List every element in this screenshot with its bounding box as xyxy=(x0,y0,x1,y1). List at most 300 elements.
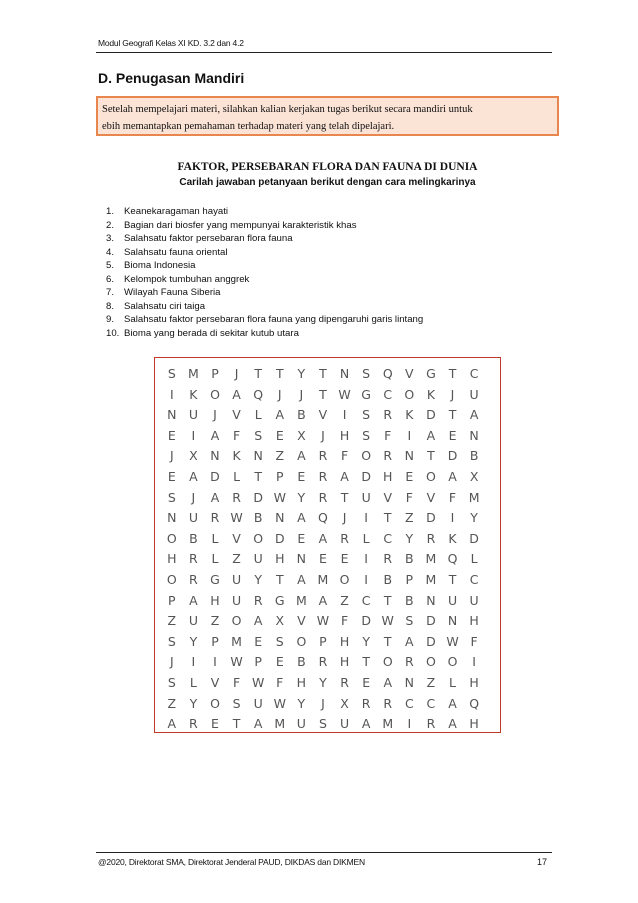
grid-letter: R xyxy=(340,674,349,690)
grid-letter: H xyxy=(469,716,479,732)
question-number: 3. xyxy=(106,233,115,244)
grid-letter: J xyxy=(234,366,239,381)
grid-letter: G xyxy=(426,366,436,381)
grid-letter: L xyxy=(449,674,456,690)
grid-letter: O xyxy=(426,468,436,484)
grid-letter: F xyxy=(448,489,457,505)
grid-letter: W xyxy=(230,654,243,670)
grid-letter: Y xyxy=(319,674,327,690)
grid-letter: A xyxy=(253,613,263,629)
grid-letter: E xyxy=(405,468,414,484)
grid-letter: J xyxy=(342,510,347,526)
grid-letter: Q xyxy=(447,551,458,567)
grid-letter: Y xyxy=(189,633,198,649)
grid-letter: T xyxy=(383,633,392,649)
grid-letter: R xyxy=(383,551,393,567)
question-list xyxy=(106,205,423,340)
grid-letter: B xyxy=(405,551,414,567)
grid-letter: S xyxy=(167,489,176,505)
grid-letter: P xyxy=(168,592,176,608)
grid-letter: F xyxy=(405,489,413,505)
grid-letter: M xyxy=(295,592,307,608)
grid-letter: W xyxy=(230,510,243,526)
grid-letter: W xyxy=(381,613,394,629)
footer-divider xyxy=(96,852,552,853)
grid-letter: R xyxy=(404,654,414,670)
grid-letter: T xyxy=(232,716,241,732)
grid-letter: D xyxy=(253,489,263,505)
question-number: 8. xyxy=(106,300,115,312)
grid-letter: R xyxy=(340,530,349,546)
grid-letter: R xyxy=(318,448,328,464)
grid-letter: R xyxy=(253,592,263,608)
grid-letter: K xyxy=(232,448,241,464)
question-text: Keanekaragaman hayati xyxy=(124,206,229,217)
grid-letter: Z xyxy=(210,613,220,629)
grid-letter: L xyxy=(470,551,478,567)
grid-letter: J xyxy=(299,386,304,402)
grid-letter: A xyxy=(426,427,436,443)
grid-letter: M xyxy=(425,551,437,567)
grid-letter: N xyxy=(167,510,177,526)
grid-letter: H xyxy=(339,654,350,670)
grid-letter: C xyxy=(383,530,393,546)
grid-letter: U xyxy=(296,716,306,732)
grid-letter: R xyxy=(383,407,393,423)
grid-letter: N xyxy=(469,427,479,443)
grid-letter: P xyxy=(405,571,414,587)
grid-letter: B xyxy=(297,407,306,423)
grid-letter: J xyxy=(169,654,174,670)
grid-letter: H xyxy=(339,633,350,649)
grid-letter: A xyxy=(275,407,285,423)
grid-letter: W xyxy=(446,633,459,649)
grid-letter: E xyxy=(319,551,327,567)
grid-letter: I xyxy=(191,427,196,443)
instruction-box xyxy=(96,96,559,136)
grid-letter: A xyxy=(210,489,220,505)
grid-letter: H xyxy=(210,592,220,608)
grid-letter: U xyxy=(469,386,479,402)
grid-letter: Z xyxy=(426,674,436,690)
grid-letter: U xyxy=(188,407,198,423)
grid-letter: Z xyxy=(340,592,349,608)
grid-letter: U xyxy=(253,695,263,711)
grid-letter: R xyxy=(383,448,393,464)
grid-letter: Y xyxy=(254,571,262,587)
grid-letter: G xyxy=(274,592,285,608)
grid-letter: D xyxy=(426,407,436,423)
question-text: Bagian dari biosfer yang mempunyai karakteristik khas xyxy=(124,219,357,231)
grid-letter: U xyxy=(447,592,458,608)
grid-letter: S xyxy=(167,366,176,381)
grid-letter: O xyxy=(339,571,350,587)
grid-letter: Q xyxy=(318,510,328,526)
grid-letter: L xyxy=(211,530,219,546)
grid-letter: V xyxy=(297,613,306,629)
grid-letter: N xyxy=(296,551,307,567)
grid-letter: N xyxy=(210,448,220,464)
grid-letter: J xyxy=(321,427,325,443)
grid-letter: M xyxy=(274,716,286,732)
grid-letter: N xyxy=(275,510,285,526)
grid-letter: Y xyxy=(297,366,306,381)
grid-letter: D xyxy=(469,530,479,546)
grid-letter: D xyxy=(447,448,458,464)
grid-letter: T xyxy=(448,571,457,587)
grid-letter: D xyxy=(426,633,436,649)
grid-letter: O xyxy=(210,695,220,711)
grid-letter: D xyxy=(210,468,220,484)
question-text: Wilayah Fauna Siberia xyxy=(124,287,221,298)
grid-letter: P xyxy=(275,468,284,484)
grid-letter: I xyxy=(450,510,455,526)
grid-letter: I xyxy=(364,571,368,587)
page-header: Modul Geografi Kelas XI KD. 3.2 dan 4.2 xyxy=(98,38,244,48)
question-number: 5. xyxy=(106,260,115,271)
question-number: 10. xyxy=(106,327,120,339)
grid-letter: I xyxy=(472,654,476,670)
grid-letter: X xyxy=(469,468,479,484)
grid-letter: J xyxy=(213,407,217,423)
word-search-grid xyxy=(154,357,501,733)
grid-letter: A xyxy=(340,468,349,484)
grid-letter: X xyxy=(297,427,306,443)
grid-letter: H xyxy=(469,674,479,690)
grid-letter: W xyxy=(338,386,351,402)
grid-letter: N xyxy=(253,448,263,464)
grid-letter: O xyxy=(210,386,220,402)
grid-letter: B xyxy=(297,654,306,670)
grid-letter: N xyxy=(404,674,414,690)
question-item xyxy=(106,327,423,341)
grid-letter: A xyxy=(448,716,457,732)
grid-letter: P xyxy=(319,633,327,649)
question-item xyxy=(106,205,423,219)
grid-letter: A xyxy=(448,468,457,484)
grid-letter: O xyxy=(231,613,242,629)
grid-letter: P xyxy=(254,654,262,670)
grid-letter: A xyxy=(318,530,328,546)
question-text: Bioma yang berada di sekitar kutub utara xyxy=(124,327,299,339)
grid-letter: A xyxy=(383,674,393,690)
grid-letter: B xyxy=(405,592,414,608)
page-footer: @2020, Direktorat SMA, Direktorat Jenderal PAUD, DIKDAS dan DIKMEN xyxy=(98,857,365,867)
grid-letter: C xyxy=(469,366,479,381)
grid-letter: S xyxy=(232,695,241,711)
grid-letter: H xyxy=(167,551,177,567)
grid-letter: E xyxy=(211,716,219,732)
question-text: Bioma Indonesia xyxy=(124,260,196,271)
grid-letter: V xyxy=(405,366,414,381)
grid-letter: N xyxy=(339,366,350,381)
grid-letter: S xyxy=(167,674,176,690)
question-item xyxy=(106,246,423,260)
grid-letter: Y xyxy=(405,530,414,546)
grid-letter: K xyxy=(426,386,436,402)
grid-letter: A xyxy=(189,468,198,484)
puzzle-title: FAKTOR, PERSEBARAN FLORA DAN FAUNA DI DUNIA xyxy=(177,161,478,173)
grid-letter: I xyxy=(364,510,368,526)
grid-letter: F xyxy=(340,448,349,464)
grid-letter: U xyxy=(232,571,242,587)
grid-letter: J xyxy=(191,489,196,505)
grid-letter: M xyxy=(425,571,437,587)
grid-letter: R xyxy=(318,654,328,670)
grid-letter: F xyxy=(384,427,392,443)
grid-letter: V xyxy=(210,674,220,690)
grid-letter: V xyxy=(318,407,328,423)
question-item xyxy=(106,286,423,300)
grid-letter: U xyxy=(232,592,242,608)
grid-letter: O xyxy=(361,448,372,464)
grid-letter: M xyxy=(468,489,480,505)
grid-letter: E xyxy=(362,674,371,690)
grid-letter: R xyxy=(189,571,198,587)
grid-letter: R xyxy=(232,489,241,505)
grid-letter: S xyxy=(362,366,371,381)
grid-letter: E xyxy=(254,633,263,649)
grid-letter: L xyxy=(211,551,219,567)
grid-letter: E xyxy=(167,468,176,484)
grid-letter: S xyxy=(275,633,284,649)
grid-letter: T xyxy=(383,510,392,526)
grid-letter: I xyxy=(213,654,217,670)
grid-letter: E xyxy=(297,468,306,484)
grid-letter: H xyxy=(275,551,285,567)
grid-letter: J xyxy=(321,695,325,711)
grid-letter: J xyxy=(450,386,455,402)
grid-letter: J xyxy=(277,386,282,402)
grid-letter: R xyxy=(189,716,198,732)
grid-letter: I xyxy=(407,427,412,443)
grid-letter: A xyxy=(210,427,220,443)
grid-letter: S xyxy=(362,427,371,443)
grid-letter: D xyxy=(361,468,371,484)
grid-letter: A xyxy=(448,695,457,711)
grid-letter: B xyxy=(469,448,479,464)
grid-letter: C xyxy=(469,571,479,587)
grid-letter: Q xyxy=(469,695,480,711)
grid-letter: W xyxy=(273,695,286,711)
grid-letter: N xyxy=(447,613,458,629)
grid-letter: R xyxy=(210,510,220,526)
grid-letter: A xyxy=(297,510,306,526)
grid-letter: R xyxy=(318,489,328,505)
question-text: Salahsatu faktor persebaran flora fauna yang dipengaruhi garis lintang xyxy=(124,314,424,325)
question-item xyxy=(106,313,423,327)
grid-letter: H xyxy=(296,674,307,690)
grid-letter: X xyxy=(340,695,349,711)
letter-grid xyxy=(161,364,485,735)
question-number: 1. xyxy=(106,206,115,217)
grid-letter: M xyxy=(231,633,242,649)
question-text: Salahsatu fauna oriental xyxy=(124,246,228,258)
grid-letter: A xyxy=(167,716,177,732)
question-number: 4. xyxy=(106,246,115,258)
grid-letter: Z xyxy=(275,448,285,464)
grid-letter: S xyxy=(318,716,327,732)
grid-letter: I xyxy=(169,386,174,402)
grid-letter: A xyxy=(297,571,306,587)
grid-letter: A xyxy=(405,633,414,649)
grid-letter: Y xyxy=(297,489,306,505)
grid-letter: B xyxy=(383,571,393,587)
grid-letter: O xyxy=(253,530,264,546)
grid-letter: Z xyxy=(167,695,177,711)
grid-letter: D xyxy=(274,530,285,546)
grid-letter: V xyxy=(232,530,241,546)
grid-letter: G xyxy=(361,386,371,402)
question-item xyxy=(106,300,423,314)
grid-letter: R xyxy=(383,695,393,711)
grid-letter: B xyxy=(189,530,198,546)
grid-letter: U xyxy=(188,613,198,629)
instruction-line-1: Setelah mempelajari materi, silahkan kalian kerjakan tugas berikut secara mandiri untuk xyxy=(102,104,473,115)
grid-letter: E xyxy=(340,551,349,567)
grid-letter: C xyxy=(383,386,393,402)
grid-letter: V xyxy=(426,489,436,505)
question-number: 7. xyxy=(106,287,115,298)
grid-letter: F xyxy=(232,674,241,690)
grid-letter: W xyxy=(251,674,265,690)
grid-letter: T xyxy=(254,366,262,381)
grid-letter: E xyxy=(448,427,457,443)
grid-letter: T xyxy=(340,489,349,505)
grid-letter: K xyxy=(448,530,457,546)
grid-letter: V xyxy=(232,407,241,423)
grid-letter: W xyxy=(316,613,330,629)
grid-letter: S xyxy=(167,633,176,649)
grid-letter: R xyxy=(426,716,436,732)
grid-letter: R xyxy=(426,530,436,546)
grid-letter: Z xyxy=(167,613,177,629)
grid-letter: A xyxy=(189,592,198,608)
grid-letter: P xyxy=(211,633,219,649)
grid-letter: S xyxy=(362,407,371,423)
grid-letter: Z xyxy=(232,551,241,567)
grid-letter: Y xyxy=(297,695,306,711)
grid-letter: U xyxy=(253,551,263,567)
grid-letter: T xyxy=(319,386,327,402)
grid-letter: M xyxy=(317,571,329,587)
grid-letter: U xyxy=(188,510,198,526)
grid-letter: N xyxy=(167,407,177,423)
grid-letter: B xyxy=(253,510,263,526)
grid-letter: A xyxy=(469,407,479,423)
grid-letter: S xyxy=(405,613,414,629)
grid-letter: T xyxy=(448,407,457,423)
question-text: Salahsatu ciri taiga xyxy=(124,300,206,312)
grid-letter: E xyxy=(275,654,284,670)
grid-letter: K xyxy=(189,386,198,402)
grid-letter: L xyxy=(362,530,370,546)
grid-letter: O xyxy=(382,654,393,670)
grid-letter: A xyxy=(297,448,306,464)
grid-letter: Q xyxy=(382,366,393,381)
grid-letter: T xyxy=(362,654,370,670)
puzzle-subtitle: Carilah jawaban petanyaan berikut dengan cara melingkarinya xyxy=(179,177,476,188)
grid-letter: W xyxy=(273,489,286,505)
grid-letter: N xyxy=(426,592,436,608)
grid-letter: O xyxy=(296,633,307,649)
grid-letter: O xyxy=(166,530,177,546)
grid-letter: C xyxy=(404,695,414,711)
grid-letter: H xyxy=(383,468,393,484)
question-item xyxy=(106,259,423,273)
grid-letter: Q xyxy=(253,386,264,402)
grid-letter: O xyxy=(447,654,458,670)
grid-letter: T xyxy=(275,366,284,381)
question-number: 9. xyxy=(106,314,115,325)
question-number: 6. xyxy=(106,273,115,285)
grid-letter: L xyxy=(254,407,262,423)
page-number: 17 xyxy=(537,857,548,867)
grid-letter: X xyxy=(189,448,198,464)
grid-letter: T xyxy=(448,366,457,381)
instruction-line-2: ebih memantapkan pemahaman terhadap materi yang telah dipelajari. xyxy=(102,121,395,132)
grid-letter: D xyxy=(361,613,371,629)
grid-letter: O xyxy=(166,571,177,587)
grid-letter: F xyxy=(276,674,284,690)
grid-letter: M xyxy=(187,366,199,381)
grid-letter: E xyxy=(297,530,306,546)
grid-letter: T xyxy=(254,468,262,484)
question-text: Salahsatu faktor persebaran flora fauna xyxy=(124,233,293,244)
grid-letter: F xyxy=(232,427,241,443)
grid-letter: C xyxy=(426,695,436,711)
grid-letter: R xyxy=(361,695,371,711)
grid-letter: C xyxy=(361,592,371,608)
grid-letter: G xyxy=(210,571,220,587)
grid-letter: V xyxy=(383,489,393,505)
grid-letter: I xyxy=(191,654,196,670)
grid-letter: O xyxy=(404,386,415,402)
question-number: 2. xyxy=(106,219,115,231)
grid-letter: D xyxy=(426,510,436,526)
grid-letter: A xyxy=(361,716,371,732)
grid-letter: A xyxy=(318,592,328,608)
grid-letter: U xyxy=(339,716,350,732)
grid-letter: E xyxy=(275,427,284,443)
grid-letter: K xyxy=(405,407,414,423)
grid-letter: X xyxy=(275,613,285,629)
grid-letter: O xyxy=(426,654,436,670)
grid-letter: Z xyxy=(405,510,414,526)
grid-letter: A xyxy=(253,716,263,732)
grid-letter: U xyxy=(469,592,479,608)
grid-letter: U xyxy=(361,489,371,505)
grid-letter: L xyxy=(189,674,197,690)
grid-letter: I xyxy=(342,407,347,423)
grid-letter: E xyxy=(167,427,176,443)
grid-letter: F xyxy=(470,633,478,649)
grid-letter: T xyxy=(383,592,392,608)
question-item xyxy=(106,219,423,233)
question-text: Kelompok tumbuhan anggrek xyxy=(124,273,250,285)
grid-letter: H xyxy=(469,613,479,629)
question-item xyxy=(106,232,423,246)
grid-letter: Y xyxy=(362,633,370,649)
grid-letter: M xyxy=(382,716,394,732)
grid-letter: P xyxy=(211,366,219,381)
grid-letter: F xyxy=(340,613,349,629)
grid-letter: H xyxy=(339,427,350,443)
grid-letter: I xyxy=(407,716,412,732)
grid-letter: A xyxy=(232,386,241,402)
grid-letter: Y xyxy=(470,510,478,526)
section-title: D. Penugasan Mandiri xyxy=(98,70,245,86)
